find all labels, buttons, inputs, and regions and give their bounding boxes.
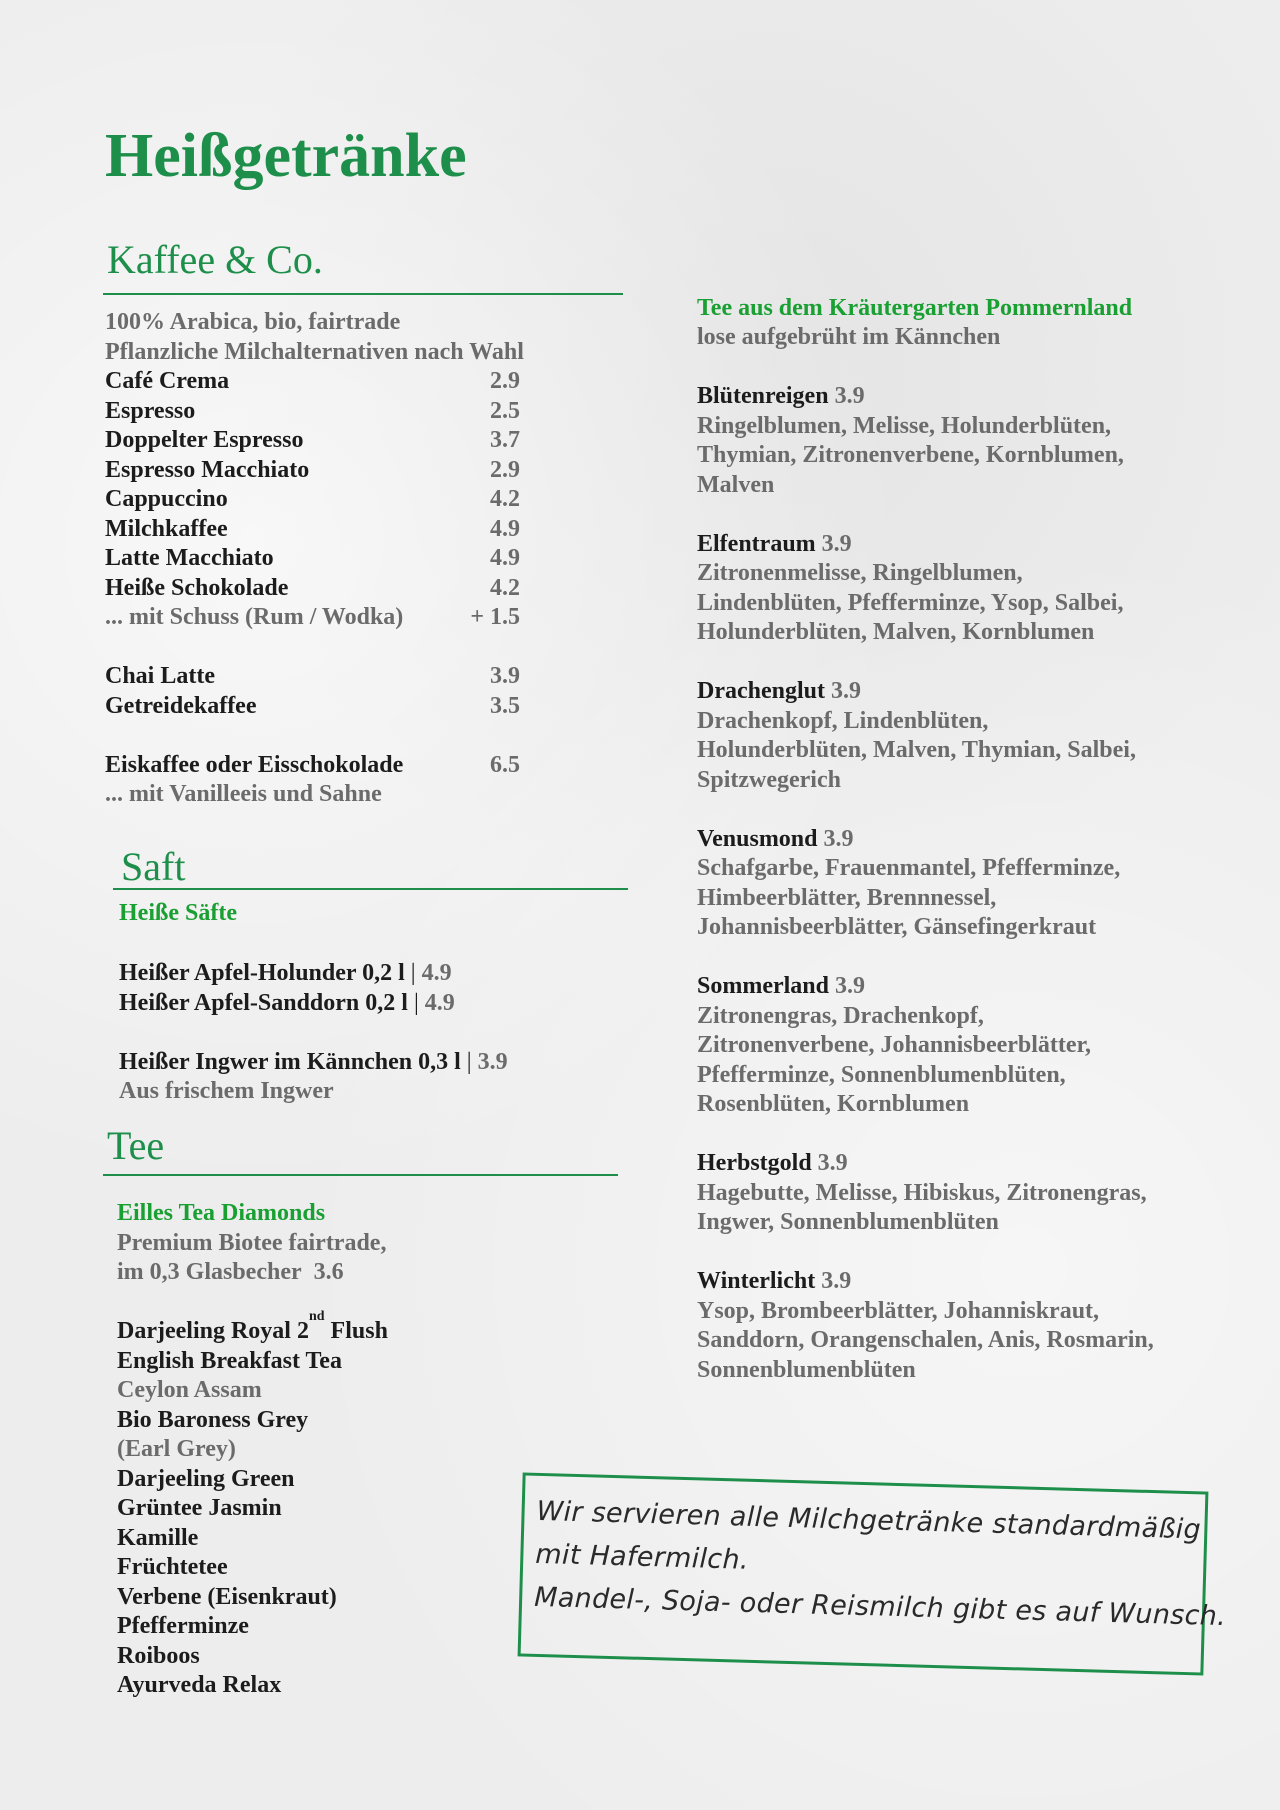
kraeuter-subheading: lose aufgebrüht im Kännchen [697, 324, 1001, 350]
herbal-tea-ingredients: Hagebutte, Melisse, Hibiskus, Zitronengras, [697, 1179, 1147, 1206]
menu-item-price: + 1.5 [470, 604, 520, 630]
saft-item-price: 4.9 [424, 989, 455, 1016]
herbal-tea-header [697, 382, 1257, 412]
herbal-tea [697, 972, 1257, 1120]
herbal-tea-name: Herbstgold [697, 1150, 812, 1176]
kaffee-intro-1: 100% Arabica, bio, fairtrade [105, 309, 401, 335]
tee-item-darjeeling-royal [117, 1309, 388, 1347]
tee-item: Bio Baroness Grey [117, 1406, 309, 1433]
note-text [533, 1490, 1227, 1637]
herbal-tea-name: Drachenglut [697, 678, 825, 704]
tee-item: Ceylon Assam [117, 1377, 262, 1403]
menu-item-price: 6.5 [490, 751, 520, 778]
menu-item [105, 426, 545, 456]
note-line: mit Hafermilch. [534, 1538, 750, 1576]
menu-item-price: 2.9 [490, 456, 520, 483]
kraeuter-heading: Tee aus dem Kräutergarten Pommernland [697, 295, 1133, 321]
herbal-tea [697, 1149, 1257, 1238]
saft-item [119, 989, 508, 1019]
kaffee-intro-2: Pflanzliche Milchalternativen nach Wahl [105, 338, 524, 365]
kaffee-list [105, 308, 545, 810]
herbal-tea-name: Blütenreigen [697, 383, 829, 409]
herbal-tea-ingredients: Rosenblüten, Kornblumen [697, 1091, 970, 1117]
herbal-tea [697, 825, 1257, 943]
herbal-tea-ingredients: Ingwer, Sonnenblumenblüten [697, 1209, 999, 1235]
herbal-tea-price: 3.9 [823, 825, 854, 852]
saft-divider [113, 888, 628, 890]
herbal-tea-name: Venusmond [697, 825, 818, 852]
menu-item-name: Doppelter Espresso [105, 427, 304, 453]
herbal-tea-ingredients: Himbeerblätter, Brennnessel, [697, 884, 997, 911]
saft-item-sep: | [466, 1048, 472, 1075]
herbal-tea-header [697, 972, 1257, 1002]
tee-divider [103, 1174, 618, 1176]
herbal-tea-ingredients: Sonnenblumenblüten [697, 1356, 916, 1383]
tee-item: Ayurveda Relax [117, 1672, 282, 1698]
note-line: Wir servieren alle Milchgetränke standardmäßig [536, 1495, 1202, 1546]
kraeuter-list [697, 382, 1257, 1415]
herbal-tea-price: 3.9 [835, 973, 865, 999]
herbal-tea-price: 3.9 [821, 1268, 852, 1294]
menu-item-name: Heiße Schokolade [105, 574, 289, 601]
tee-desc-2-text: im 0,3 Glasbecher [117, 1259, 302, 1285]
tee-item: Kamille [117, 1524, 199, 1551]
menu-item-name: Espresso [105, 397, 196, 424]
menu-item-price: 2.5 [490, 397, 520, 424]
herbal-tea [697, 677, 1257, 795]
menu-item [105, 397, 545, 427]
herbal-tea-header [697, 825, 1257, 855]
menu-item [105, 544, 545, 574]
herbal-tea-ingredients: Ringelblumen, Melisse, Holunderblüten, [697, 412, 1112, 439]
herbal-tea-header [697, 1149, 1257, 1179]
herbal-tea-ingredients: Johannisbeerblätter, Gänsefingerkraut [697, 914, 1097, 940]
menu-item-name: Chai Latte [105, 663, 215, 689]
tee-item: Grüntee Jasmin [117, 1495, 282, 1521]
saft-list [119, 959, 508, 1107]
herbal-tea-header [697, 677, 1257, 707]
saft-note: Aus frischem Ingwer [119, 1078, 334, 1104]
herbal-tea-ingredients: Pfefferminze, Sonnenblumenblüten, [697, 1061, 1066, 1088]
herbal-tea-ingredients: Spitzwegerich [697, 766, 841, 793]
saft-item-name: Heißer Apfel-Holunder 0,2 l [119, 960, 405, 986]
menu-item [105, 574, 545, 604]
herbal-tea-header [697, 530, 1257, 560]
note-box [518, 1472, 1227, 1675]
menu-item-price: 3.5 [490, 692, 520, 719]
saft-item [119, 1048, 508, 1078]
saft-subheading: Heiße Säfte [119, 900, 237, 926]
tee-item: Früchtetee [117, 1554, 228, 1580]
menu-item-price: 4.9 [490, 515, 520, 542]
menu-item-name: Milchkaffee [105, 515, 228, 542]
tee-heading: Tee [107, 1123, 165, 1168]
menu-item-name: Getreidekaffee [105, 692, 257, 719]
saft-item-name: Heißer Ingwer im Kännchen 0,3 l [119, 1048, 461, 1075]
menu-item-name: Espresso Macchiato [105, 456, 310, 483]
menu-item-price: 3.7 [490, 427, 520, 453]
tee-desc-2 [117, 1258, 388, 1288]
menu-item [105, 751, 545, 781]
saft-item-sep: | [413, 989, 419, 1016]
menu-item-name: Café Crema [105, 368, 230, 394]
menu-item [105, 367, 545, 397]
herbal-tea-price: 3.9 [817, 1150, 848, 1176]
tee-desc-1: Premium Biotee fairtrade, [117, 1229, 387, 1256]
tee-darjeeling-sup: nd [308, 1309, 325, 1324]
tee-item: (Earl Grey) [117, 1436, 236, 1462]
herbal-tea-price: 3.9 [831, 678, 861, 704]
menu-item-name: Eiskaffee oder Eisschokolade [105, 751, 404, 778]
herbal-tea-ingredients: Holunderblüten, Malven, Kornblumen [697, 619, 1095, 645]
menu-item-name: Cappuccino [105, 486, 228, 512]
note-line: Mandel-, Soja- oder Reismilch gibt es auf Wunsch. [533, 1581, 1227, 1633]
tee-item: Roiboos [117, 1642, 200, 1669]
tee-item: English Breakfast Tea [117, 1347, 342, 1374]
tee-darjeeling-end: Flush [324, 1318, 388, 1344]
herbal-tea-ingredients: Zitronenmelisse, Ringelblumen, [697, 560, 1023, 586]
herbal-tea-ingredients: Zitronengras, Drachenkopf, [697, 1002, 984, 1029]
menu-item [105, 515, 545, 545]
tee-subheading: Eilles Tea Diamonds [117, 1200, 326, 1226]
herbal-tea [697, 1267, 1257, 1385]
herbal-tea-ingredients: Sanddorn, Orangenschalen, Anis, Rosmarin, [697, 1327, 1154, 1353]
menu-item-price: 3.9 [490, 663, 520, 689]
herbal-tea-name: Winterlicht [697, 1268, 816, 1294]
herbal-tea [697, 530, 1257, 648]
herbal-tea-ingredients: Holunderblüten, Malven, Thymian, Salbei, [697, 737, 1136, 763]
menu-item-price: 4.2 [490, 486, 520, 512]
tee-item: Verbene (Eisenkraut) [117, 1583, 337, 1610]
menu-item [105, 456, 545, 486]
herbal-tea-price: 3.9 [821, 530, 852, 557]
menu-item-price: 4.9 [490, 545, 520, 571]
herbal-tea-ingredients: Malven [697, 471, 775, 498]
kaffee-note: ... mit Vanilleeis und Sahne [105, 781, 382, 807]
saft-item-sep: | [410, 960, 416, 986]
menu-item [105, 603, 545, 633]
menu-item [105, 662, 545, 692]
herbal-tea-price: 3.9 [834, 383, 865, 409]
herbal-tea-ingredients: Drachenkopf, Lindenblüten, [697, 707, 989, 734]
saft-heading: Saft [121, 844, 186, 889]
herbal-tea [697, 382, 1257, 500]
herbal-tea-ingredients: Lindenblüten, Pfefferminze, Ysop, Salbei, [697, 589, 1124, 616]
tee-item: Pfefferminze [117, 1613, 249, 1639]
menu-item [105, 485, 545, 515]
menu-item-name: ... mit Schuss (Rum / Wodka) [105, 604, 404, 630]
kaffee-divider [103, 293, 623, 295]
kaffee-heading: Kaffee & Co. [107, 237, 323, 282]
herbal-tea-name: Sommerland [697, 973, 829, 999]
tee-list [117, 1199, 388, 1701]
herbal-tea-ingredients: Schafgarbe, Frauenmantel, Pfefferminze, [697, 855, 1121, 881]
herbal-tea-ingredients: Thymian, Zitronenverbene, Kornblumen, [697, 442, 1124, 468]
tee-price: 3.6 [313, 1259, 344, 1285]
menu-item-name: Latte Macchiato [105, 545, 274, 571]
saft-item [119, 959, 508, 989]
herbal-tea-name: Elfentraum [697, 530, 816, 557]
menu-item-price: 4.2 [490, 574, 520, 601]
saft-item-price: 3.9 [477, 1048, 508, 1075]
herbal-tea-header [697, 1267, 1257, 1297]
page-title: Heißgetränke [105, 122, 467, 190]
menu-item [105, 692, 545, 722]
herbal-tea-ingredients: Ysop, Brombeerblätter, Johanniskraut, [697, 1297, 1100, 1324]
herbal-tea-ingredients: Zitronenverbene, Johannisbeerblätter, [697, 1032, 1091, 1058]
tee-item: Darjeeling Green [117, 1465, 295, 1492]
menu-item-price: 2.9 [490, 368, 520, 394]
saft-item-name: Heißer Apfel-Sanddorn 0,2 l [119, 989, 408, 1016]
tee-darjeeling-text: Darjeeling Royal 2 [117, 1318, 309, 1344]
saft-item-price: 4.9 [421, 960, 452, 986]
